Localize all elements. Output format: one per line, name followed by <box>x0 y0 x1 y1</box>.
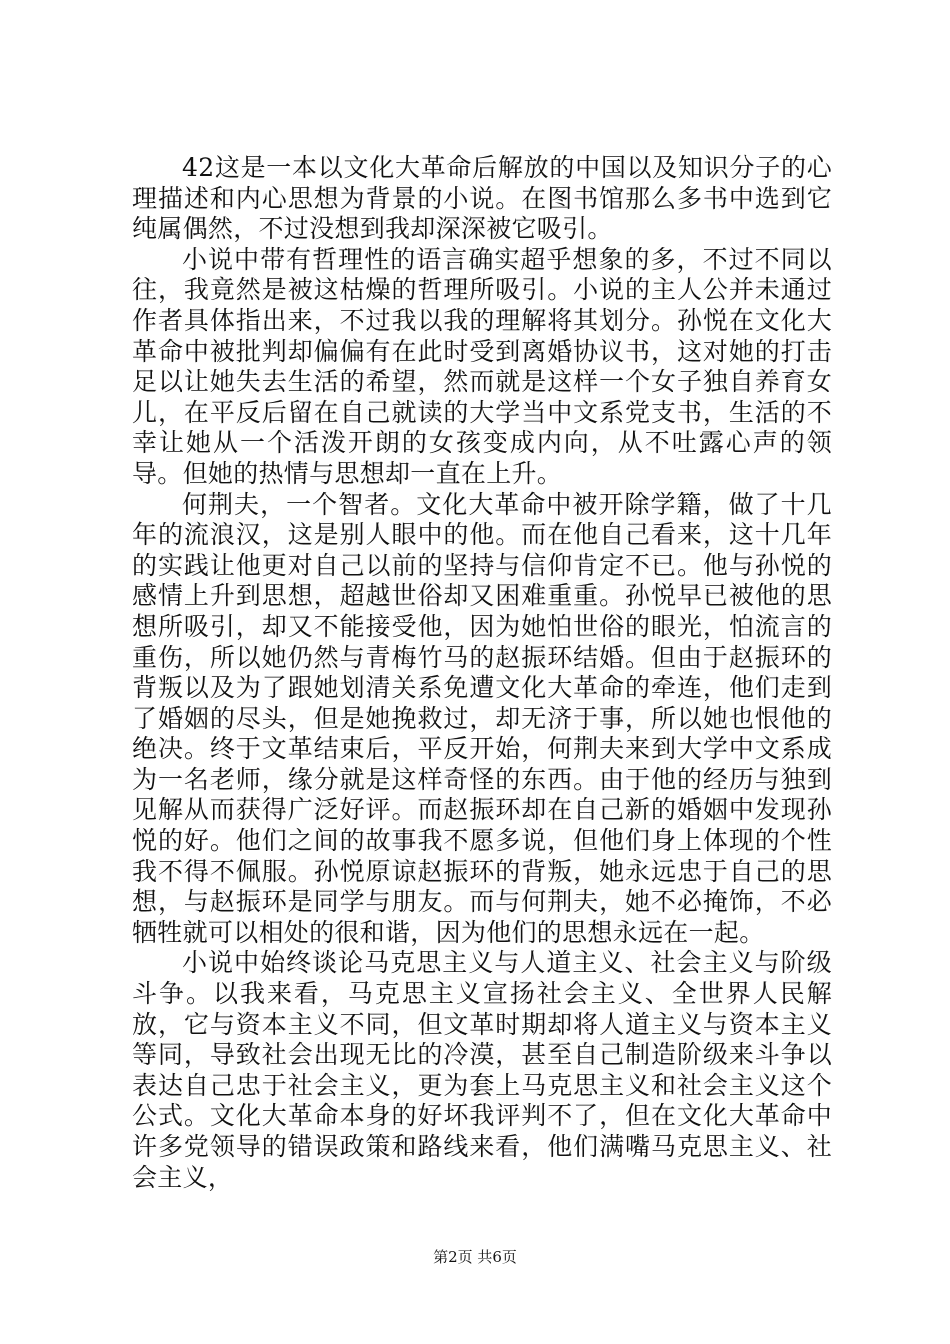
paragraph-1: 42这是一本以文化大革命后解放的中国以及知识分子的心理描述和内心思想为背景的小说。在图书馆那么多书中选到它纯属偶然，不过没想到我却深深被它吸引。 <box>132 153 832 244</box>
page-footer: 第2页 共6页 <box>433 1248 517 1266</box>
paragraph-2: 小说中带有哲理性的语言确实超乎想象的多，不过不同以往，我竟然是被这枯燥的哲理所吸引。小说的主人公并未通过作者具体指出来，不过我以我的理解将其划分。孙悦在文化大革命中被批判却偏偏有在此时受到离婚协议书，这对她的打击足以让她失去生活的希望，然而就是这样一个女子独自养育女儿，在平反后留在自己就读的大学当中文系党支书，生活的不幸让她从一个活泼开朗的女孩变成内向，从不吐露心声的领导。但她的热情与思想却一直在上升。 <box>132 244 832 488</box>
paragraph-4: 小说中始终谈论马克思主义与人道主义、社会主义与阶级斗争。以我来看，马克思主义宣扬社会主义、全世界人民解放，它与资本主义不同，但文革时期却将人道主义与资本主义等同，导致社会出现无比的冷漠，甚至自己制造阶级来斗争以表达自己忠于社会主义，更为套上马克思主义和社会主义这个公式。文化大革命本身的好坏我评判不了，但在文化大革命中许多党领导的错误政策和路线来看，他们满嘴马克思主义、社会主义， <box>132 948 832 1192</box>
paragraph-3: 何荆夫，一个智者。文化大革命中被开除学籍，做了十几年的流浪汉，这是别人眼中的他。而在他自己看来，这十几年的实践让他更对自己以前的坚持与信仰肯定不已。他与孙悦的感情上升到思想，超越世俗却又困难重重。孙悦早已被他的思想所吸引，却又不能接受他，因为她怕世俗的眼光，怕流言的重伤，所以她仍然与青梅竹马的赵振环结婚。但由于赵振环的背叛以及为了跟她划清关系免遭文化大革命的牵连，他们走到了婚姻的尽头，但是她挽救过，却无济于事，所以她也恨他的绝决。终于文革结束后，平反开始，何荆夫来到大学中文系成为一名老师，缘分就是这样奇怪的东西。由于他的经历与独到见解从而获得广泛好评。而赵振环却在自己新的婚姻中发现孙悦的好。他们之间的故事我不愿多说，但他们身上体现的个性我不得不佩服。孙悦原谅赵振环的背叛，她永远忠于自己的思想，与赵振环是同学与朋友。而与何荆夫，她不必掩饰，不必牺牲就可以相处的很和谐，因为他们的思想永远在一起。 <box>132 489 832 947</box>
document-body <box>132 153 832 1193</box>
